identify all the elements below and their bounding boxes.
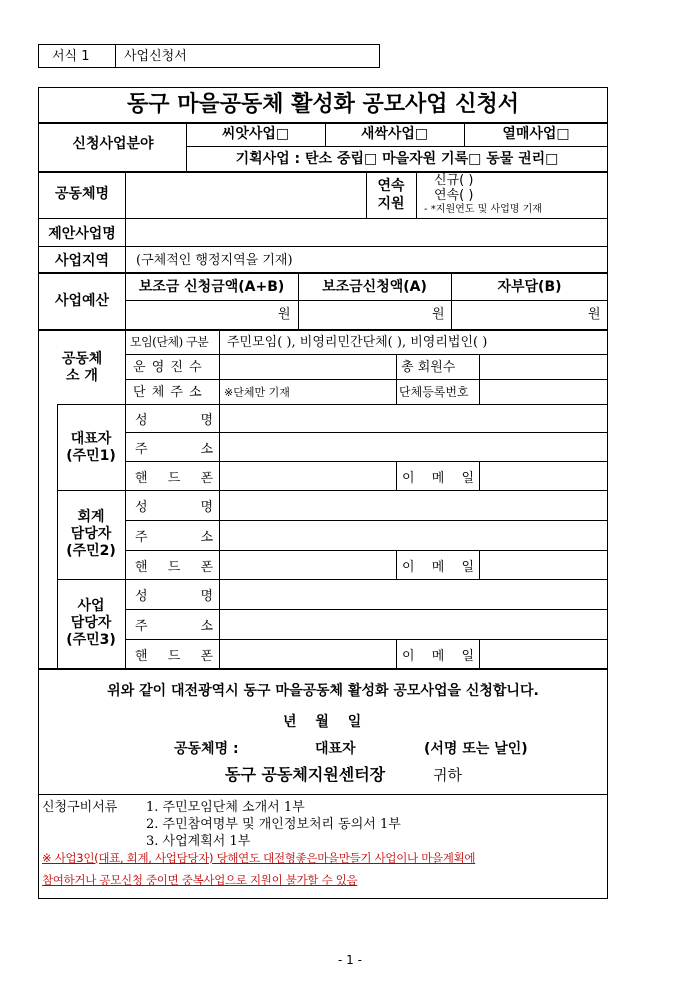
person2-name-label: 성 명 bbox=[135, 499, 213, 515]
type-label: 모임(단체) 구분 bbox=[130, 335, 209, 349]
docs-label: 신청구비서류 bbox=[42, 800, 118, 815]
project-name-label: 제안사업명 bbox=[48, 226, 116, 242]
addr-note[interactable]: ※단체만 기재 bbox=[224, 386, 290, 399]
person3-label-2: 담당자 bbox=[70, 615, 112, 631]
declaration-date[interactable]: 년 월 일 bbox=[283, 714, 362, 730]
budget-header-self: 자부담(B) bbox=[497, 279, 562, 295]
renewal-note: - *지원연도 및 사업명 기재 bbox=[424, 204, 542, 215]
page-title: 동구 마을공동체 활성화 공모사업 신청서 bbox=[127, 92, 519, 117]
person3-phone-label: 핸 드 폰 bbox=[135, 648, 213, 664]
renewal-label-2: 지원 bbox=[377, 196, 405, 212]
docs-item-3: 3. 사업계획서 1부 bbox=[146, 834, 251, 849]
budget-header-total: 보조금 신청금액(A+B) bbox=[138, 279, 285, 295]
person3-label-1: 사업 bbox=[77, 598, 105, 614]
declaration-rep: 대표자 bbox=[315, 741, 356, 757]
option-seed[interactable]: 씨앗사업□ bbox=[221, 126, 290, 142]
person3-name-label: 성 명 bbox=[135, 588, 213, 604]
community-input[interactable] bbox=[127, 173, 365, 217]
declaration-recipient: 동구 공동체지원센터장 bbox=[225, 765, 386, 784]
docs-warning-2: 참여하거나 공모신청 중이면 중복사업으로 지원이 불가할 수 있음 bbox=[42, 873, 358, 887]
intro-label-1: 공동체 bbox=[61, 351, 103, 367]
person1-name-label: 성 명 bbox=[135, 412, 213, 428]
budget-self-unit[interactable]: 원 bbox=[588, 307, 601, 322]
community-label: 공동체명 bbox=[54, 186, 110, 202]
docs-warning-1: ※ 사업3인(대표, 회계, 사업담당자) 당해연도 대전형좋은마을만들기 사업이나 마을계획에 bbox=[42, 851, 476, 865]
renewal-new[interactable]: 신규( ) bbox=[434, 173, 474, 188]
reg-label: 단체등록번호 bbox=[399, 385, 469, 399]
person1-label-2: (주민1) bbox=[66, 448, 116, 464]
members-label: 총 회원수 bbox=[401, 360, 456, 375]
form-tag-number: 서식 1 bbox=[52, 49, 90, 64]
person2-label-3: (주민2) bbox=[66, 543, 116, 559]
budget-label: 사업예산 bbox=[54, 293, 110, 309]
person2-addr-label: 주 소 bbox=[135, 529, 213, 545]
person1-addr-label: 주 소 bbox=[135, 441, 213, 457]
option-fruit[interactable]: 열매사업□ bbox=[502, 126, 570, 142]
addr-label: 단 체 주 소 bbox=[133, 385, 203, 400]
field-label: 신청사업분야 bbox=[72, 136, 154, 152]
region-hint[interactable]: (구체적인 행정지역을 기재) bbox=[136, 253, 293, 268]
declaration-honorific: 귀하 bbox=[433, 766, 462, 784]
region-label: 사업지역 bbox=[54, 253, 110, 269]
docs-item-1: 1. 주민모임단체 소개서 1부 bbox=[146, 800, 305, 815]
declaration-text: 위와 같이 대전광역시 동구 마을공동체 활성화 공모사업을 신청합니다. bbox=[107, 683, 539, 699]
budget-header-subsidy: 보조금신청액(A) bbox=[322, 279, 427, 295]
page-number: - 1 - bbox=[338, 953, 362, 967]
renewal-label-1: 연속 bbox=[377, 178, 405, 194]
person2-phone-label: 핸 드 폰 bbox=[135, 559, 213, 575]
person3-label-3: (주민3) bbox=[66, 632, 116, 648]
type-value[interactable]: 주민모임( ), 비영리민간단체( ), 비영리법인( ) bbox=[227, 335, 488, 350]
staff-label: 운 영 진 수 bbox=[133, 360, 203, 375]
members-input[interactable] bbox=[481, 356, 607, 378]
person2-label-1: 회계 bbox=[77, 509, 105, 525]
person3-addr-label: 주 소 bbox=[135, 618, 213, 634]
option-planned[interactable]: 기획사업 : 탄소 중립□ 마을자원 기록□ 동물 권리□ bbox=[235, 151, 559, 167]
person1-phone-label: 핸 드 폰 bbox=[135, 470, 213, 486]
docs-item-2: 2. 주민참여명부 및 개인정보처리 동의서 1부 bbox=[146, 817, 401, 832]
option-sprout[interactable]: 새싹사업□ bbox=[360, 126, 429, 142]
person3-email-label: 이 메 일 bbox=[402, 648, 474, 664]
person1-email-label: 이 메 일 bbox=[402, 470, 474, 486]
declaration-sign[interactable]: (서명 또는 날인) bbox=[424, 741, 528, 757]
person2-label-2: 담당자 bbox=[70, 526, 112, 542]
person1-label-1: 대표자 bbox=[70, 431, 112, 447]
intro-label-2: 소 개 bbox=[66, 368, 98, 384]
reg-input[interactable] bbox=[481, 381, 607, 403]
staff-input[interactable] bbox=[221, 356, 395, 378]
project-name-input[interactable] bbox=[127, 219, 607, 245]
renewal-continue[interactable]: 연속( ) bbox=[434, 188, 474, 203]
budget-subsidy-unit[interactable]: 원 bbox=[432, 307, 445, 322]
budget-total-unit[interactable]: 원 bbox=[278, 307, 291, 322]
declaration-community: 공동체명 : bbox=[174, 741, 239, 757]
person2-email-label: 이 메 일 bbox=[402, 559, 474, 575]
form-tag-name: 사업신청서 bbox=[124, 49, 187, 64]
